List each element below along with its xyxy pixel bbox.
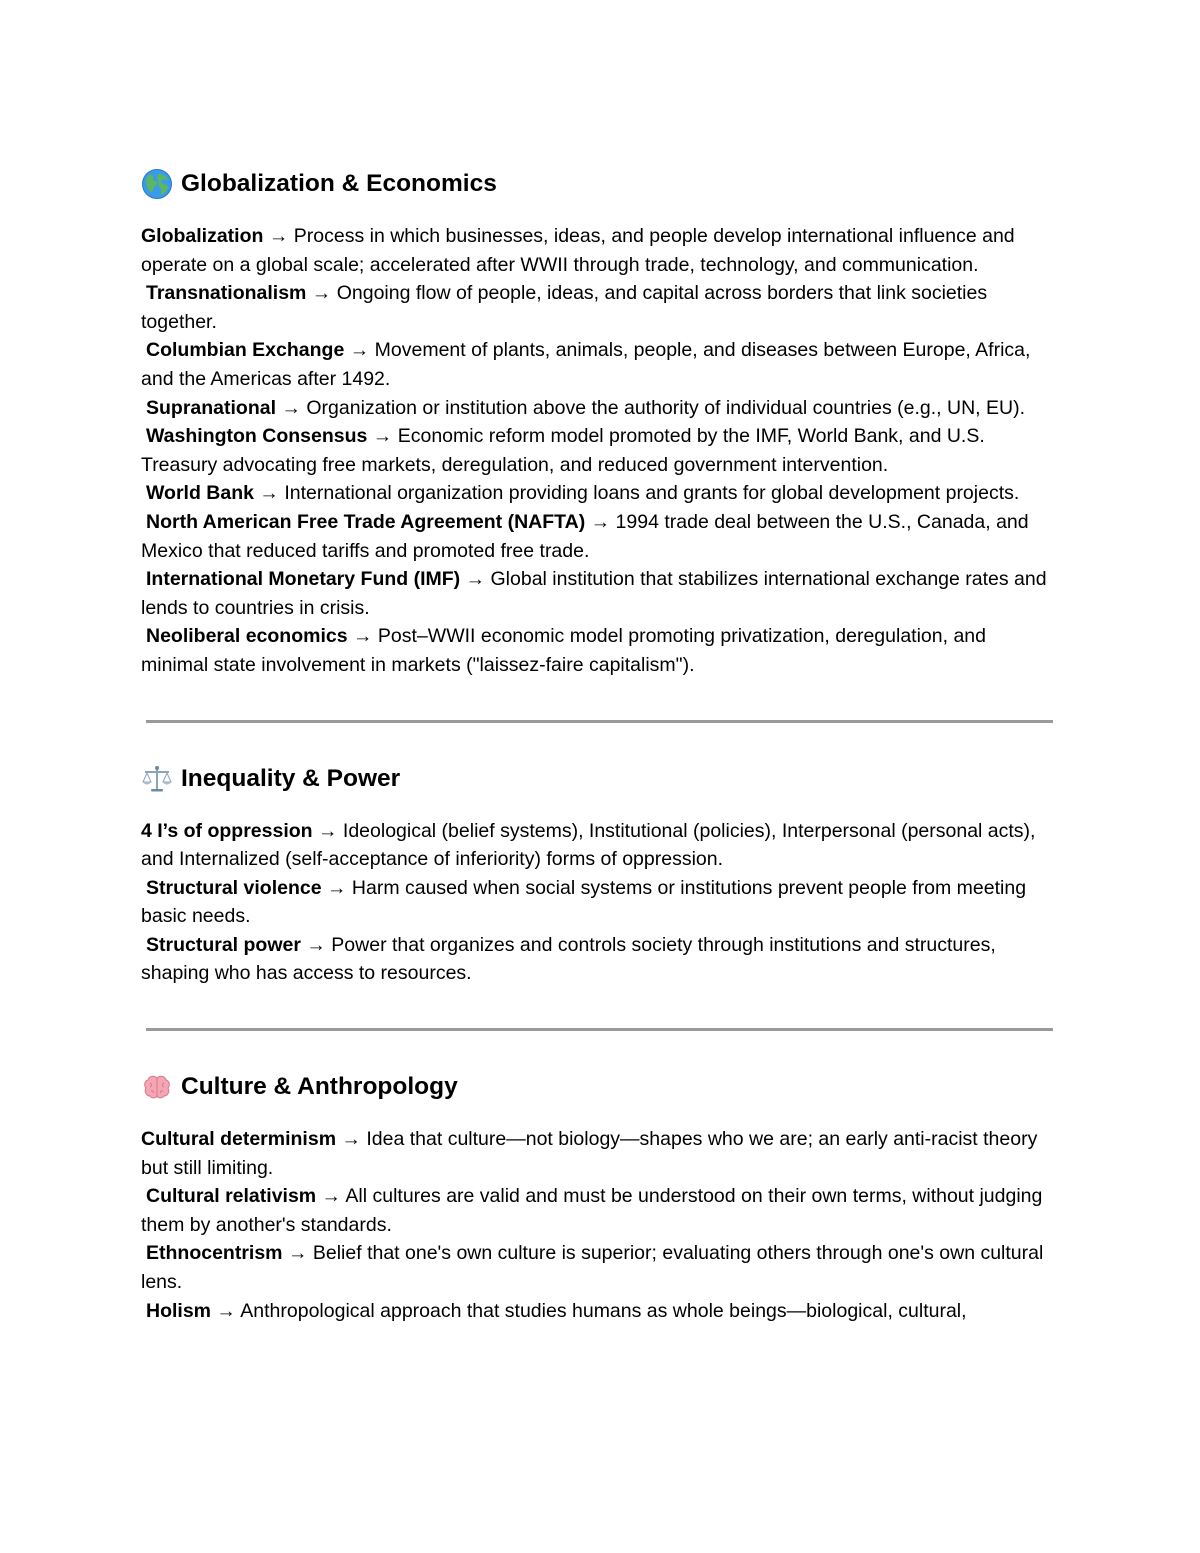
definition-entry <box>141 1297 1056 1326</box>
entry-definition: International organization providing loans and grants for global development projects. <box>284 482 1020 505</box>
definition-entry <box>141 222 1056 279</box>
definition-entry <box>141 1125 1056 1182</box>
entry-term: Structural power <box>146 933 301 956</box>
entry-definition: All cultures are valid and must be understood on their own terms, without judging them by another's standards. <box>141 1185 1043 1236</box>
entry-term: Neoliberal economics <box>146 625 348 648</box>
section-heading <box>141 761 1056 797</box>
entry-definition: 1994 trade deal between the U.S., Canada, and Mexico that reduced tariffs and promoted free trade. <box>141 510 1029 562</box>
entry-arrow: → <box>585 510 616 533</box>
brain-icon <box>141 1071 173 1103</box>
section-inequality-power <box>141 761 1056 989</box>
section-title: Inequality & Power <box>181 764 401 792</box>
definition-entry <box>141 817 1056 874</box>
section-title: Globalization & Economics <box>181 170 497 197</box>
definition-entry <box>141 394 1056 423</box>
entry-arrow: → <box>282 1242 313 1265</box>
entry-arrow: → <box>312 819 343 842</box>
entry-term: 4 I’s of oppression <box>141 819 313 842</box>
entry-definition: Movement of plants, animals, people, and diseases between Europe, Africa, and the Americas after 1492. <box>141 339 1031 390</box>
definition-entry <box>141 622 1056 679</box>
entry-arrow: → <box>316 1185 346 1208</box>
definition-entry <box>141 279 1056 336</box>
definition-list <box>141 222 1056 680</box>
entry-term: World Bank <box>146 482 254 505</box>
entry-arrow: → <box>253 482 285 505</box>
entry-term: Structural violence <box>146 876 322 899</box>
entry-definition: Power that organizes and controls society through institutions and structures, shaping who has access to resources. <box>141 933 996 985</box>
section-globalization-economics <box>141 166 1056 680</box>
entry-arrow: → <box>263 225 294 247</box>
entry-term: Cultural determinism <box>141 1128 337 1151</box>
entry-term: Washington Consensus <box>146 425 368 448</box>
entry-arrow: → <box>336 1128 367 1151</box>
entry-term: Cultural relativism <box>146 1185 317 1208</box>
entry-definition: Ideological (belief systems), Institutional (policies), Interpersonal (personal acts), and Internalized (self-acceptance of inferiority) forms of oppression. <box>141 819 1036 871</box>
definition-entry <box>141 422 1056 479</box>
entry-arrow: → <box>211 1299 241 1322</box>
entry-term: Holism <box>146 1299 212 1322</box>
entry-definition: Ongoing flow of people, ideas, and capital across borders that link societies together. <box>141 282 988 333</box>
entry-definition: Global institution that stabilizes international exchange rates and lends to countries in crisis. <box>141 568 1047 619</box>
entry-term: Columbian Exchange <box>146 339 345 362</box>
definition-entry <box>141 565 1056 622</box>
definition-entry <box>141 1182 1056 1239</box>
balance-scale-icon <box>141 763 173 795</box>
definition-list <box>141 817 1056 989</box>
entry-arrow: → <box>276 396 307 419</box>
entry-definition: Idea that culture—not biology—shapes who we are; an early anti-racist theory but still limiting. <box>141 1128 1038 1179</box>
entry-arrow: → <box>347 625 378 648</box>
section-culture-anthropology <box>141 1069 1056 1325</box>
document-page <box>141 166 1056 1325</box>
definition-entry <box>141 479 1056 508</box>
entry-arrow: → <box>367 425 398 448</box>
definition-entry <box>141 931 1056 988</box>
entry-arrow: → <box>321 876 352 899</box>
entry-definition: Belief that one's own culture is superior; evaluating others through one's own cultural lens. <box>141 1242 1044 1294</box>
section-divider <box>146 720 1053 723</box>
entry-arrow: → <box>300 933 332 956</box>
entry-term: International Monetary Fund (IMF) <box>146 568 461 591</box>
entry-definition: Organization or institution above the authority of individual countries (e.g., UN, EU). <box>306 396 1025 419</box>
entry-arrow: → <box>344 339 375 362</box>
entry-definition: Anthropological approach that studies humans as whole beings—biological, cultural, <box>240 1299 967 1322</box>
entry-arrow: → <box>460 568 491 591</box>
entry-term: North American Free Trade Agreement (NAFTA) <box>146 510 586 533</box>
section-heading <box>141 166 1056 202</box>
definition-entry <box>141 336 1056 393</box>
entry-term: Globalization <box>141 225 264 247</box>
section-heading <box>141 1069 1056 1105</box>
entry-definition: Post–WWII economic model promoting privatization, deregulation, and minimal state involvement in markets ("laissez-faire capitalism"). <box>141 625 986 676</box>
definition-list <box>141 1125 1056 1325</box>
entry-definition: Harm caused when social systems or institutions prevent people from meeting basic needs. <box>141 876 1027 928</box>
definition-entry <box>141 874 1056 931</box>
definition-entry <box>141 508 1056 565</box>
entry-definition: Economic reform model promoted by the IMF, World Bank, and U.S. Treasury advocating free markets, deregulation, and reduced government intervention. <box>141 425 985 476</box>
entry-term: Ethnocentrism <box>146 1242 283 1265</box>
section-divider <box>146 1028 1053 1031</box>
definition-entry <box>141 1239 1056 1296</box>
entry-definition: Process in which businesses, ideas, and people develop international influence and operate on a global scale; accelerated after WWII through trade, technology, and communication. <box>141 225 1015 276</box>
entry-arrow: → <box>306 282 337 305</box>
globe-icon <box>141 168 173 200</box>
entry-term: Transnationalism <box>146 282 307 305</box>
section-title: Culture & Anthropology <box>181 1073 458 1101</box>
entry-term: Supranational <box>146 396 277 419</box>
